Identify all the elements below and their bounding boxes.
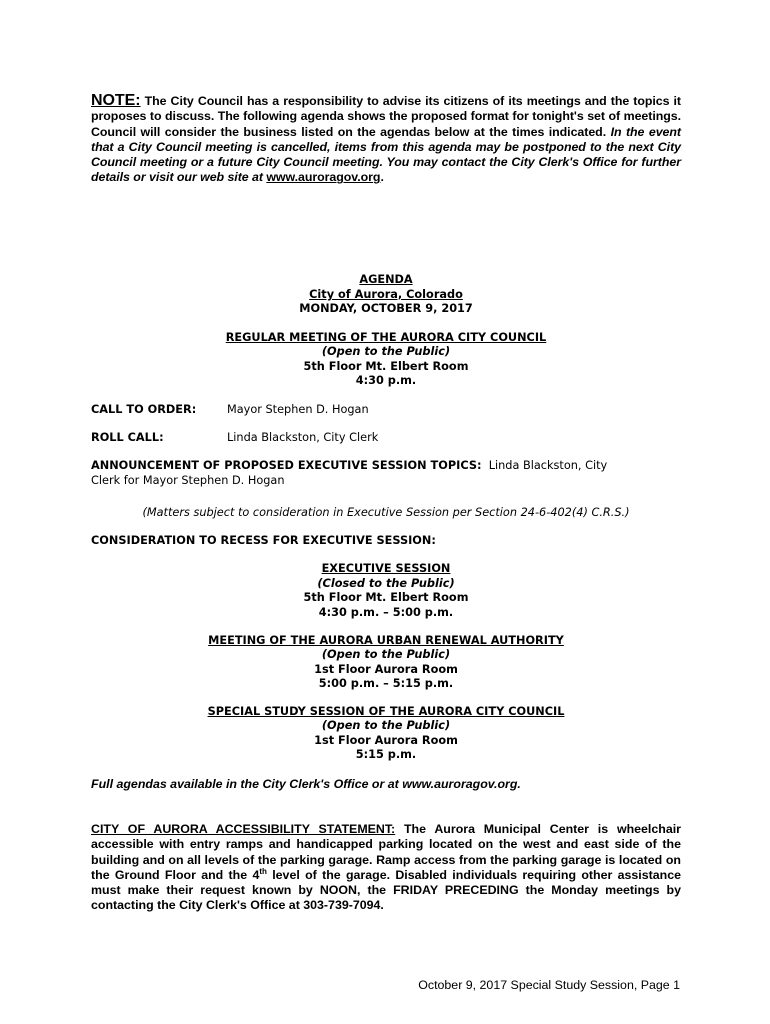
full-agendas-note: Full agendas available in the City Clerk's Office or at www.auroragov.org. [91,777,521,791]
roll-call-value: Linda Blackston, City Clerk [227,431,379,444]
urban-renewal-title: MEETING OF THE AURORA URBAN RENEWAL AUTHORITY [208,634,564,647]
regular-meeting-time: 4:30 p.m. [355,374,417,387]
urban-renewal-room: 1st Floor Aurora Room [314,663,458,676]
agenda-date: MONDAY, OCTOBER 9, 2017 [299,302,473,315]
regular-meeting-access: (Open to the Public) [321,345,451,358]
note-text: The City Council has a responsibility to advise its citizens of its meetings and the topics it proposes to discuss. The following agenda shows the proposed format for tonight's set of meetings. Council will consider the business listed on the agendas below at the times indicated. [91,94,681,139]
accessibility-sup: th [259,866,267,876]
agenda-title: AGENDA [359,273,413,286]
call-to-order-row [91,403,681,418]
accessibility-text-end: level of the garage. Disabled individuals requiring other assistance must make their request known by NOON, the FRIDAY PRECEDING the Monday meetings by contacting the City Clerk's Office at 303-739-7094. [91,867,681,913]
executive-session-room: 5th Floor Mt. Elbert Room [303,591,469,604]
study-session-title: SPECIAL STUDY SESSION OF THE AURORA CITY COUNCIL [207,705,565,718]
urban-renewal-access: (Open to the Public) [321,648,451,661]
website-link[interactable]: www.auroragov.org [266,170,381,185]
announcement-line2: Clerk for Mayor Stephen D. Hogan [91,474,285,487]
call-to-order-label: CALL TO ORDER: [91,403,197,416]
roll-call-row [91,431,681,446]
roll-call-label: ROLL CALL: [91,431,164,444]
accessibility-label: CITY OF AURORA ACCESSIBILITY STATEMENT: [91,822,396,836]
note-paragraph [91,93,681,186]
study-session-time: 5:15 p.m. [355,748,417,761]
consideration-heading: CONSIDERATION TO RECESS FOR EXECUTIVE SESSION: [91,534,436,547]
note-link-suffix: . [380,170,384,185]
page-footer: October 9, 2017 Special Study Session, Page 1 [418,978,680,992]
call-to-order-value: Mayor Stephen D. Hogan [227,403,369,416]
agenda-city: City of Aurora, Colorado [309,288,463,301]
note-italic-text: In the event that a City Council meeting is cancelled, items from this agenda may be postponed to the next City Council meeting or a future City Council meeting. You may contact the City Clerk's Office for further details or visit our web site at [91,124,681,185]
announcement-row [91,459,681,474]
regular-meeting-room: 5th Floor Mt. Elbert Room [303,360,469,373]
study-session-access: (Open to the Public) [321,719,451,732]
executive-session-access: (Closed to the Public) [317,577,455,590]
executive-session-time: 4:30 p.m. – 5:00 p.m. [318,606,454,619]
accessibility-statement [91,822,681,914]
study-session-room: 1st Floor Aurora Room [314,734,458,747]
accessibility-text: The Aurora Municipal Center is wheelchair accessible with entry ramps and handicapped parking located on the west and east side of the building and on all levels of the parking garage. Ramp access from the parking garage is located on the Ground Floor and the 4 [91,822,681,882]
announcement-label: ANNOUNCEMENT OF PROPOSED EXECUTIVE SESSION TOPICS: [91,459,482,472]
regular-meeting-title: REGULAR MEETING OF THE AURORA CITY COUNCIL [225,331,547,344]
executive-session-title: EXECUTIVE SESSION [321,562,451,575]
note-label: NOTE: [91,92,141,109]
announcement-value-line1: Linda Blackston, City [488,459,608,472]
matters-note: (Matters subject to consideration in Executive Session per Section 24-6-402(4) C.R.S.) [142,506,630,519]
urban-renewal-time: 5:00 p.m. – 5:15 p.m. [318,677,454,690]
